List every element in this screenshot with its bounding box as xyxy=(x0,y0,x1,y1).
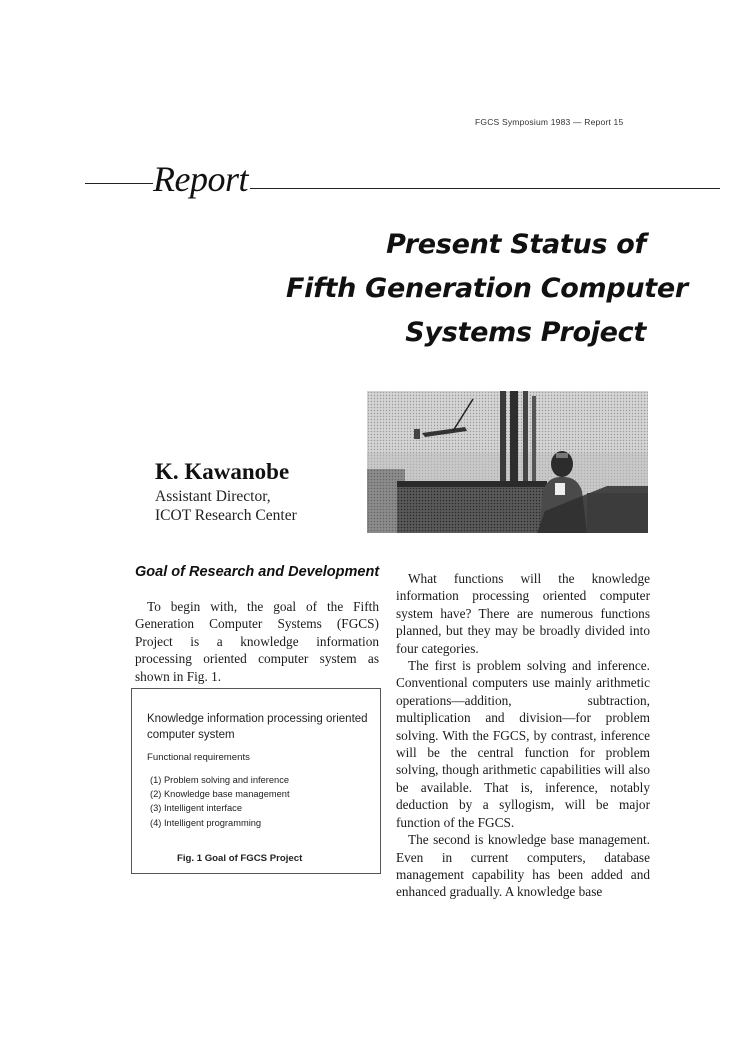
figure-caption: Fig. 1 Goal of FGCS Project xyxy=(177,853,303,864)
author-name: K. Kawanobe xyxy=(155,459,290,484)
author-affiliation: ICOT Research Center xyxy=(155,507,297,524)
figure-1 xyxy=(131,688,381,874)
paragraph: The second is knowledge base management. Even in current computers, database management capability has been added and enhanced gradually. A knowledge base xyxy=(396,832,650,900)
paragraph: To begin with, the goal of the Fifth Generation Computer Systems (FGCS) Project is a knowledge information processing oriented computer system as shown in Fig. 1. xyxy=(135,599,379,684)
list-item: (1) Problem solving and inference xyxy=(150,775,290,785)
figure-requirements-list xyxy=(150,773,290,830)
section-heading: Goal of Research and Development xyxy=(135,564,380,580)
speaker-photo xyxy=(367,391,648,533)
list-item: (4) Intelligent programming xyxy=(150,817,262,828)
list-item: (3) Intelligent interface xyxy=(150,803,242,814)
figure-subheading: Functional requirements xyxy=(147,752,250,763)
header-rule-right xyxy=(250,188,720,189)
left-column xyxy=(135,598,379,685)
author-position: Assistant Director, xyxy=(155,488,271,505)
title-line: Systems Project xyxy=(405,317,646,348)
figure-heading: Knowledge information processing oriented computer system xyxy=(147,713,368,741)
title-line: Present Status of xyxy=(386,229,646,260)
paragraph: What functions will the knowledge information processing oriented computer system have? There are numerous functions planned, but they may be broadly divided into four categories. xyxy=(396,571,650,656)
list-item: (2) Knowledge base management xyxy=(150,789,290,800)
running-head: FGCS Symposium 1983 — Report 15 xyxy=(475,117,624,127)
title-line: Fifth Generation Computer xyxy=(286,273,688,304)
header-rule-left xyxy=(85,183,153,184)
right-column xyxy=(396,570,650,901)
article-title xyxy=(286,223,688,355)
section-label: Report xyxy=(153,159,248,199)
paragraph: The first is problem solving and inference. Conventional computers use mainly arithmetic operations—addition, subtraction, multiplication and division—for problem solving. With the FGCS, by contrast, inference will be the central function for problem solving, though arithmetic capabilities will also be available. That is, inference, notably deduction by a syllogism, will be major function of the FGCS. xyxy=(396,658,650,830)
